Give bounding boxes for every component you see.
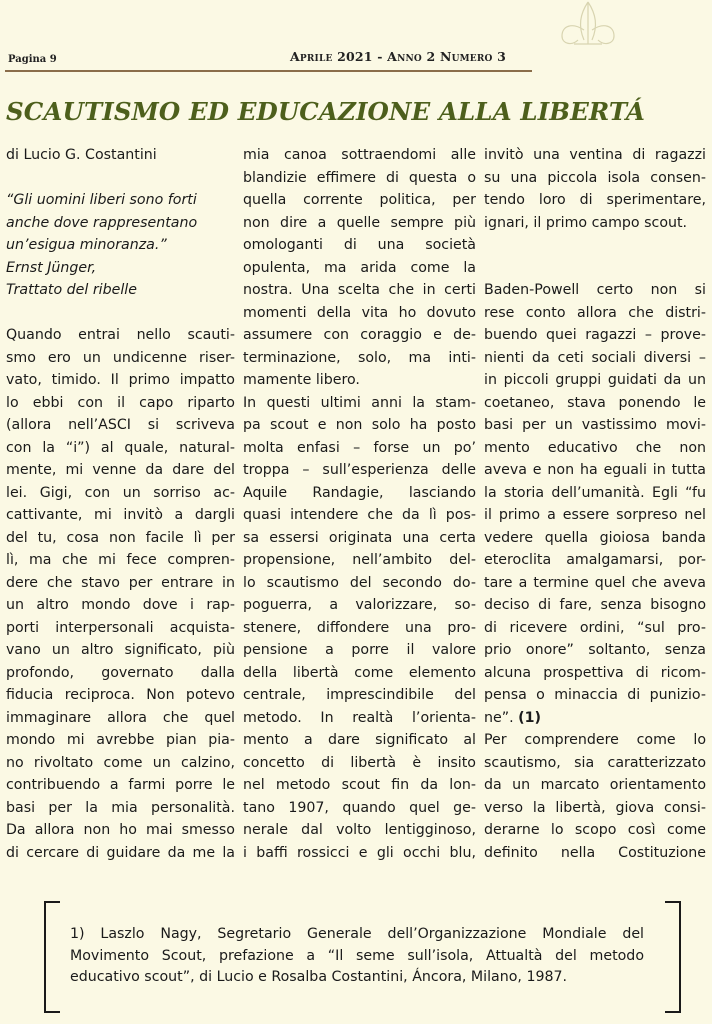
text-line: Quando entrai nello scauti- — [6, 327, 235, 343]
text-line: nienti da ceti sociali diversi – — [484, 349, 706, 366]
issue-info: Aprile 2021 - Anno 2 Numero 3 — [290, 49, 507, 64]
article-title: SCAUTISMO ED EDUCAZIONE ALLA LIBERTÁ — [6, 97, 645, 126]
text-line: vano un altro significato, più — [6, 642, 235, 658]
text-line: contribuendo a farmi porre le — [6, 777, 235, 793]
text-line: smo ero un undicenne riser- — [6, 349, 235, 366]
header-rule — [5, 70, 532, 72]
text-line: di cercare di guidare da me la — [6, 844, 235, 861]
text-line: Da allora non ho mai smesso — [6, 822, 235, 838]
text-line: pensa o minaccia di punizio- — [484, 687, 706, 703]
page-label: Pagina 9 — [8, 54, 57, 65]
text-line: lei. Gigi, con un sorriso ac- — [6, 484, 235, 501]
text-line: della libertà come elemento — [243, 664, 476, 681]
text-line: 1) Laszlo Nagy, Segretario Generale dell’Organizzazione Mondiale del — [70, 926, 644, 942]
text-line: porti interpersonali acquista- — [6, 619, 235, 636]
text-line: no rivoltato come un calzino, — [6, 754, 235, 771]
footnote-bracket-right — [665, 901, 681, 1013]
text-line: i baffi rossicci e gli occhi blu, — [243, 844, 476, 861]
text-line: In questi ultimi anni la stam- — [243, 394, 476, 411]
text-line: mento a dare significato al — [243, 732, 476, 748]
text-line: “Gli uomini liberi sono forti — [6, 192, 197, 208]
text-line: propensione, nell’ambito del- — [243, 552, 476, 568]
text-line: deciso di fare, senza bisogno — [484, 597, 706, 613]
text-line: Baden-Powell certo non si — [484, 282, 706, 298]
footnote-bracket-left — [44, 901, 60, 1013]
text-line: pa scout e non solo ha posto — [243, 417, 476, 433]
text-line: lì, ma che mi fece compren- — [6, 552, 235, 568]
text-line: mondo mi avrebbe pian pia- — [6, 732, 235, 748]
text-line: lo ebbi con il capo riparto — [6, 394, 235, 411]
article-column-3 — [484, 144, 706, 864]
text-line: aveva e non ha eguali in tutta — [484, 462, 706, 478]
text-line: centrale, imprescindibile del — [243, 687, 476, 703]
footnote-text — [70, 924, 644, 989]
text-line: molta enfasi – forse un po’ — [243, 439, 476, 456]
footnote-box — [44, 901, 681, 1011]
text-line: basi per un vastissimo movi- — [484, 417, 706, 433]
text-line: ignari, il primo campo scout. — [484, 214, 688, 231]
text-line: il primo a essere sorpreso nel — [484, 507, 706, 523]
text-line: non dire a quelle sempre più — [243, 214, 476, 231]
text-line: Aquile Randagie, lasciando — [243, 484, 476, 501]
text-line: la storia dell’umanità. Egli “fu — [484, 484, 706, 501]
text-line: opulenta, ma arida come la — [243, 259, 476, 276]
text-line: mento educativo che non — [484, 439, 706, 456]
text-line: cattivante, mi invitò a dargli — [6, 507, 235, 523]
text-line: nerale dal volto lentigginoso, — [243, 822, 476, 838]
article-column-2 — [243, 144, 476, 864]
text-line: coetaneo, stava ponendo le — [484, 394, 706, 411]
text-line: quella corrente politica, per — [243, 192, 476, 208]
text-line: educativo scout”, di Lucio e Rosalba Costantini, Áncora, Milano, 1987. — [70, 969, 568, 985]
text-line: eteroclita amalgamarsi, por- — [484, 552, 706, 568]
text-line: scautismo, sia caratterizzato — [484, 754, 706, 771]
text-line: basi per la mia personalità. — [6, 799, 235, 816]
text-line: terminazione, solo, ma inti- — [243, 349, 476, 366]
text-line: mente, mi venne da dare del — [6, 462, 235, 478]
blank-line — [6, 302, 235, 325]
text-line: alcuna prospettiva di ricom- — [484, 664, 706, 681]
blank-line — [484, 257, 706, 280]
text-line: in piccoli gruppi guidati da un — [484, 372, 706, 388]
text-line: di Lucio G. Costantini — [6, 147, 157, 163]
text-line: con la “i”) al quale, natural- — [6, 439, 235, 456]
blank-line — [484, 234, 706, 257]
text-line: del tu, cosa non facile lì per — [6, 529, 235, 546]
text-line: tano 1907, quando quel ge- — [243, 799, 476, 816]
text-line: stenere, diffondere una pro- — [243, 619, 476, 636]
text-line: omologanti di una società — [243, 237, 476, 253]
text-line: invitò una ventina di ragazzi — [484, 147, 706, 163]
text-line: su una piccola isola consen- — [484, 169, 706, 186]
text-line: derarne lo scopo così come — [484, 822, 706, 838]
blank-line — [6, 167, 235, 190]
text-line: (allora nell’ASCI si scriveva — [6, 417, 235, 433]
text-line: ne”. (1) — [484, 709, 541, 726]
text-line: definito nella Costituzione — [484, 844, 706, 861]
text-line: Per comprendere come lo — [484, 732, 706, 748]
text-line: buendo quei ragazzi – prove- — [484, 327, 706, 343]
text-line: anche dove rappresentano — [6, 214, 198, 231]
text-line: vedere quella gioiosa banda — [484, 529, 706, 546]
text-line: di ricevere ordini, “sul pro- — [484, 619, 706, 636]
text-line: mamente libero. — [243, 372, 360, 388]
text-line: poguerra, a valorizzare, so- — [243, 597, 476, 613]
text-line: vato, timido. Il primo impatto — [6, 372, 235, 388]
text-line: pensione a porre il valore — [243, 642, 476, 658]
text-line: prio onore” soltanto, senza — [484, 642, 706, 658]
text-line: dere che stavo per entrare in — [6, 574, 235, 591]
text-line: troppa – sull’esperienza delle — [243, 462, 476, 478]
text-line: sa essersi originata una certa — [243, 529, 476, 546]
text-line: profondo, governato dalla — [6, 664, 235, 681]
text-line: nostra. Una scelta che in certi — [243, 282, 476, 298]
text-line: immaginare allora che quel — [6, 709, 235, 726]
text-line: momenti della vita ho dovuto — [243, 304, 476, 321]
text-line: verso la libertà, giova consi- — [484, 799, 706, 816]
text-line: da un marcato orientamento — [484, 777, 706, 793]
text-line: tendo loro di sperimentare, — [484, 192, 706, 208]
text-line: mia canoa sottraendomi alle — [243, 147, 476, 163]
text-line: nel metodo scout fin da lon- — [243, 777, 476, 793]
text-line: assumere con coraggio e de- — [243, 327, 476, 343]
text-line: un altro mondo dove i rap- — [6, 597, 235, 613]
text-line: Movimento Scout, prefazione a “Il seme sull’isola, Attualtà del metodo — [70, 947, 644, 964]
text-line: rese conto allora che distri- — [484, 304, 706, 321]
footnote-reference: (1) — [518, 709, 541, 726]
text-line: quasi intendere che da lì pos- — [243, 507, 476, 523]
article-column-1 — [6, 144, 235, 864]
text-line: tare a termine quel che aveva — [484, 574, 706, 591]
text-line: blandizie effimere di questa o — [243, 169, 476, 186]
text-line: Trattato del ribelle — [6, 282, 137, 298]
text-line: lo scautismo del secondo do- — [243, 574, 476, 591]
text-line: fiducia reciproca. Non potevo — [6, 687, 235, 703]
text-line: Ernst Jünger, — [6, 259, 97, 276]
text-line: metodo. In realtà l’orienta- — [243, 709, 476, 726]
text-line: concetto di libertà è insito — [243, 754, 476, 771]
text-line: un’esigua minoranza.” — [6, 237, 167, 253]
fleur-de-lis-watermark-icon — [548, 0, 628, 60]
